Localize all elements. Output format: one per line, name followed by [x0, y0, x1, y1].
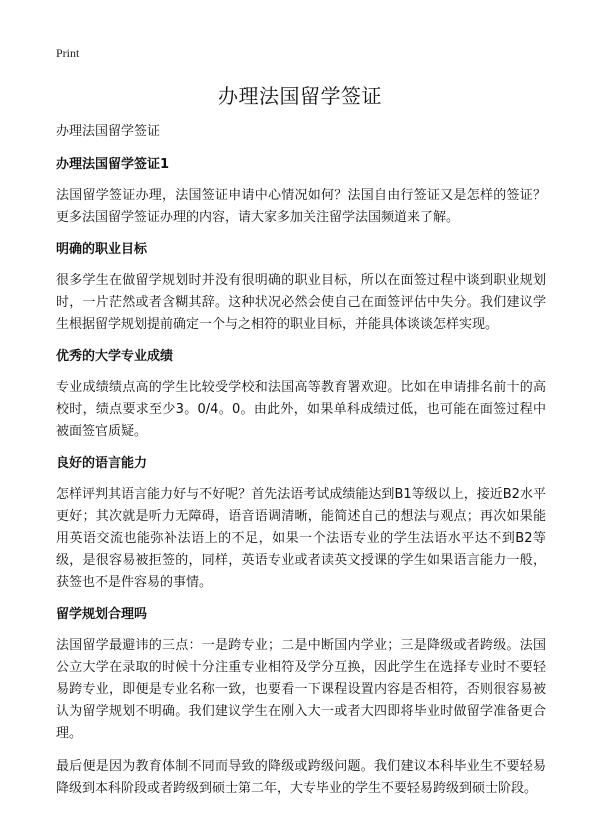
article-body [56, 122, 546, 811]
section-2 [56, 240, 546, 336]
section-heading: 办理法国留学签证1 [56, 157, 170, 172]
section-heading: 明确的职业目标 [56, 242, 148, 257]
section-paragraph: 怎样评判其语言能力好与不好呢？首先法语考试成绩能达到B1等级以上，接近B2水平更好；其次就是听力无障碍，语音语调清晰，能简述自己的想法与观点；再次如果能用英语交流也能弥补法语上的不足，如果一个法语专业的学生法语水平达不到B2等级，是很容易被拒签的，同样，英语专业或者读英文授课的学生如果语言能力一般，获签也不是件容易的事情。 [56, 487, 546, 590]
section-paragraph: 法国留学签证办理，法国签证申请中心情况如何？法国自由行签证又是怎样的签证？更多法国留学签证办理的内容，请大家多加关注留学法国频道来了解。 [56, 188, 546, 225]
section-heading: 优秀的大学专业成绩 [56, 349, 174, 364]
section-heading: 良好的语言能力 [56, 456, 148, 471]
section-3 [56, 347, 546, 443]
section-5 [56, 605, 546, 800]
section-paragraph: 很多学生在做留学规划时并没有很明确的职业目标，所以在面签过程中谈到职业规划时，一片茫然或者含糊其辞。这种状况必然会使自己在面签评估中失分。我们建议学生根据留学规划提前确定一个与之相符的职业目标，并能具体谈谈怎样实现。 [56, 273, 546, 332]
section-heading: 留学规划合理吗 [56, 607, 148, 622]
section-paragraph: 法国留学最避讳的三点：一是跨专业；二是中断国内学业；三是降级或者跨级。法国公立大学在录取的时候十分注重专业相符及学分互换，因此学生在选择专业时不要轻易跨专业，即便是专业名称一致，也要看一下课程设置内容是否相符，否则很容易被认为留学规划不明确。我们建议学生在刚入大一或者大四即将毕业时做留学准备更合理。 [56, 638, 546, 741]
section-paragraph: 专业成绩绩点高的学生比较受学校和法国高等教育署欢迎。比如在申请排名前十的高校时，绩点要求至少3。0/4。0。由此外，如果单科成绩过低，也可能在面签过程中被面签官质疑。 [56, 380, 546, 439]
section-paragraph: 最后便是因为教育体制不同而导致的降级或跨级问题。我们建议本科毕业生不要轻易降级到本科阶段或者跨级到硕士第二年，大专毕业的学生不要轻易跨级到硕士阶段。 [56, 759, 546, 796]
section-4 [56, 454, 546, 594]
article-subtitle: 办理法国留学签证 [56, 124, 161, 139]
section-1 [56, 155, 546, 229]
page-title: 办理法国留学签证 [218, 84, 382, 108]
print-link[interactable]: Print [56, 46, 80, 60]
